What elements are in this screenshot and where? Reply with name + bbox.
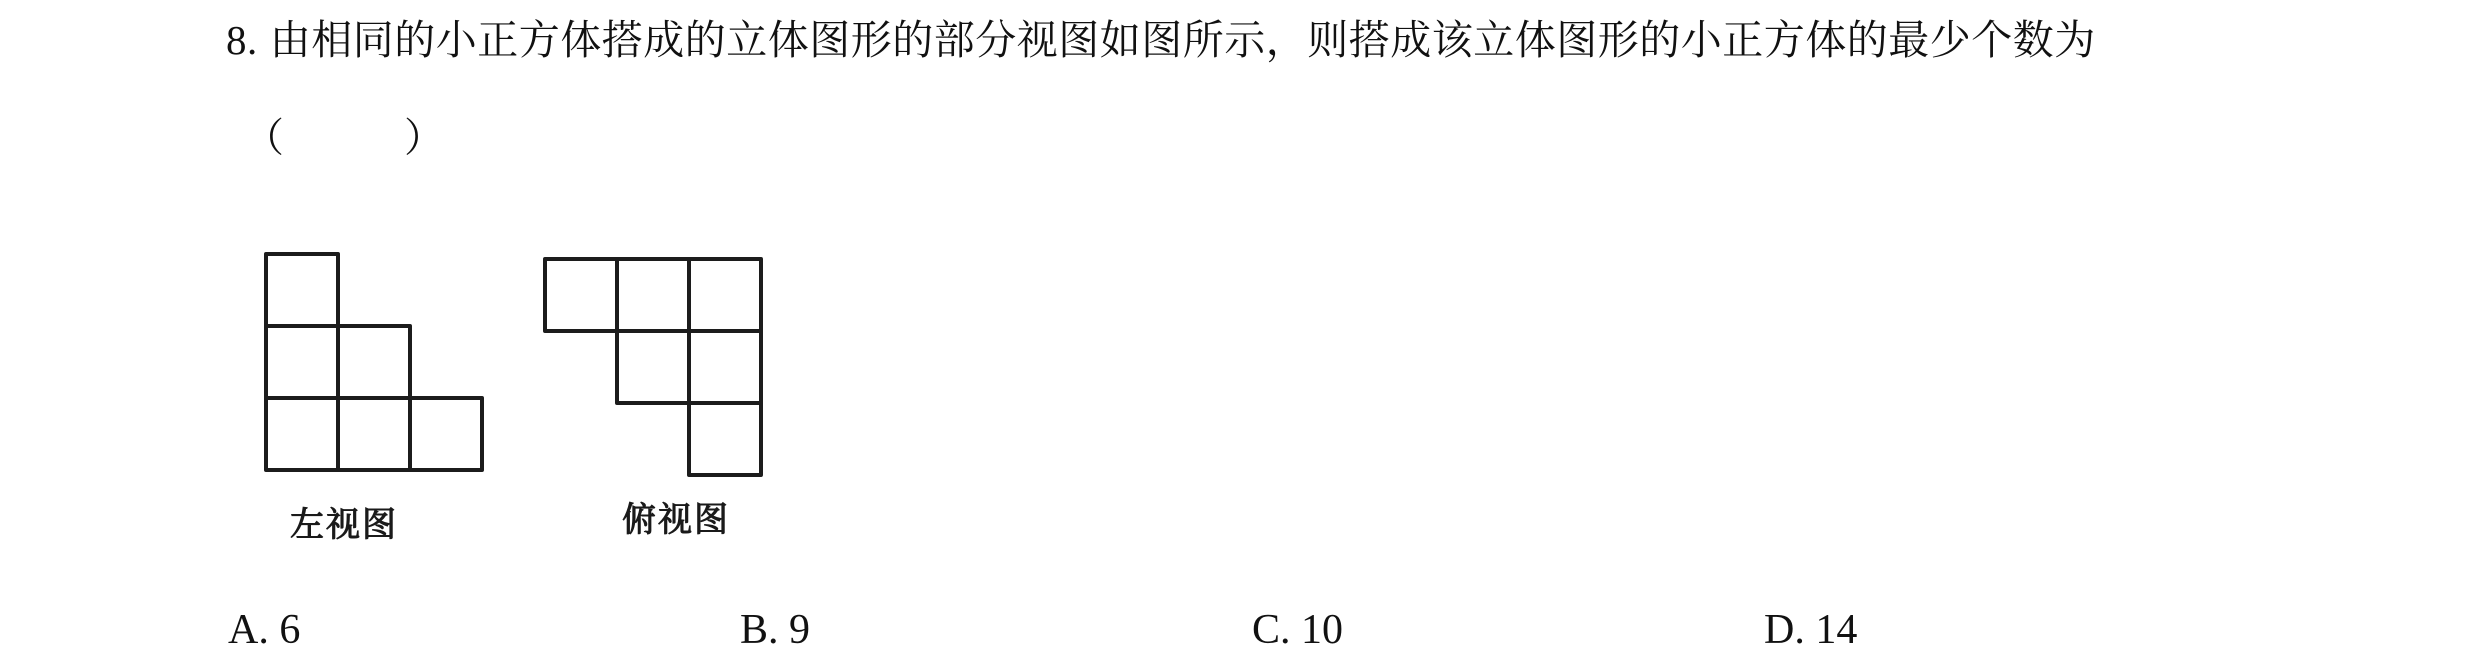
left-view-cell-r1-c1 <box>338 326 410 398</box>
left-view-cell-r0-c0 <box>266 254 338 326</box>
option-b-value: 9 <box>789 607 811 653</box>
option-c-label: C. <box>1252 607 1291 653</box>
option-d[interactable] <box>1764 606 1857 654</box>
top-view-cell-r0-c1 <box>617 259 689 331</box>
top-view-cell-r1-c2 <box>689 331 761 403</box>
option-a-value: 6 <box>279 607 301 653</box>
top-view-figure <box>541 255 771 495</box>
left-view-cell-r1-c0 <box>266 326 338 398</box>
top-view-cell-r0-c0 <box>545 259 617 331</box>
left-view-cell-r2-c2 <box>410 398 482 470</box>
top-view-caption: 俯视图 <box>622 500 730 540</box>
option-d-label: D. <box>1764 607 1805 653</box>
answer-blank: （ ） <box>244 115 444 161</box>
question-number: 8. <box>226 17 258 63</box>
top-view-grid <box>541 255 771 495</box>
left-view-cell-r2-c0 <box>266 398 338 470</box>
option-c[interactable] <box>1252 606 1343 654</box>
option-a-label: A. <box>228 607 269 653</box>
question-text <box>226 12 2096 68</box>
option-b[interactable] <box>740 606 810 654</box>
top-view-cell-r2-c2 <box>689 403 761 475</box>
top-view-cell-r0-c2 <box>689 259 761 331</box>
option-a[interactable] <box>228 606 300 654</box>
option-c-value: 10 <box>1301 607 1344 653</box>
top-view-cell-r1-c1 <box>617 331 689 403</box>
option-b-label: B. <box>740 607 779 653</box>
left-view-cell-r2-c1 <box>338 398 410 470</box>
question-stem: 由相同的小正方体搭成的立体图形的部分视图如图所示，则搭成该立体图形的小正方体的最少个数为 <box>269 16 2096 64</box>
left-view-caption: 左视图 <box>290 505 398 545</box>
option-d-value: 14 <box>1815 607 1858 653</box>
left-view-figure <box>262 250 492 490</box>
left-view-grid <box>262 250 492 490</box>
